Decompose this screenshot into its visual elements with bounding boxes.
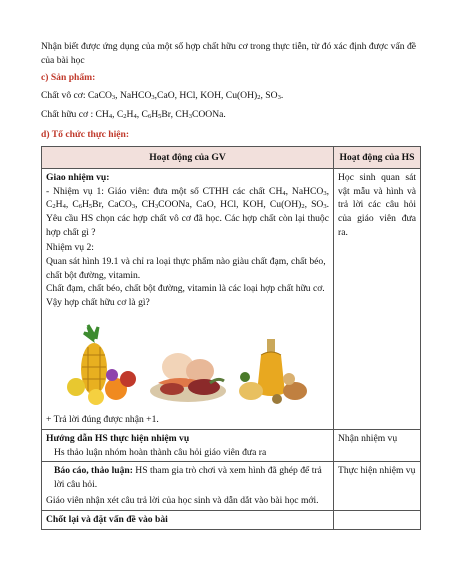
header-hs: Hoạt động của HS [334,146,421,169]
table-row [42,462,421,511]
table-row [42,511,421,530]
task2-text: Quan sát hình 19.1 và chỉ ra loại thực phẩm nào giàu chất đạm, chất béo, chất bột đường, vitamin. [46,255,326,281]
report-text-2: Giáo viên nhận xét câu trả lời của học sinh và dẫn dắt vào bài học mới. [46,495,319,507]
task2-question: Chất đạm, chất béo, chất bột đường, vitamin là các loại hợp chất hữu cơ. Vậy hợp chất hữu cơ là gì? [46,283,325,308]
organic-line: Chất hữu cơ : $CH_4$, $C_2H_4$, $C_6H_5Br$, $CH_3COONa$. [41,109,226,121]
hs-cell-conclusion [334,511,421,530]
guide-title: Hướng dẫn HS thực hiện nhiệm vụ [46,432,190,444]
table-row [42,429,421,461]
document-page [41,40,416,530]
section-d-heading: d) Tổ chức thực hiện: [41,129,130,141]
task-title: Giao nhiệm vụ: [46,172,110,184]
section-c-heading: c) Sản phẩm: [41,72,96,84]
table-header-row [42,146,421,169]
oils-nuts-icon [237,333,309,405]
report-text: Báo cáo, thảo luận: HS tham gia trò chơi và xem hình đã ghép để trả lời câu hỏi. [54,465,322,490]
inorganic-line: Chất vô cơ: CaCO$_3$, NaHCO$_3$,CaO, HCl, KOH, $Cu(OH)_2$, $SO_3$. [41,89,284,101]
meat-fish-icon [148,343,228,405]
gv-cell-guide [42,429,334,461]
activity-table [41,146,421,530]
hs-cell-task: Học sinh quan sát vật mẫu và hình và trả lời các câu hỏi của giáo viên đưa ra. [334,169,421,430]
hs-cell-guide: Nhận nhiệm vụ [334,429,421,461]
table-row [42,169,421,430]
task2-title: Nhiệm vụ 2: [46,242,94,254]
food-images [46,317,329,405]
intro-text: Nhận biết được ứng dụng của một số hợp chất hữu cơ trong thực tiễn, từ đó xác định được vấn đề của bài học [41,41,416,66]
header-gv: Hoạt động của GV [42,146,334,169]
gv-cell-report [42,462,334,511]
gv-cell-conclusion: Chốt lại và đặt vấn đề vào bài [42,511,334,530]
gv-cell-task [42,169,334,430]
task1-text: - Nhiệm vụ 1: Giáo viên: đưa một số CTHH các chất $CH_4$, NaHCO$_3$, $C_2H_4$, $C_6H_5Br$, CaCO$_3$, $CH_3COONa$, CaO, HCl, KOH, $Cu(OH)_2$, $SO_3$. Yêu cầu HS chọn các hợp chất vô cơ đã học. Các hợp chất còn lại thuộc hợp chất gì ? [46,185,330,238]
hs-cell-report: Thực hiện nhiệm vụ [334,462,421,511]
guide-text: Hs thảo luận nhóm hoàn thành câu hỏi giáo viên đưa ra [54,446,267,458]
fruits-icon [66,323,138,405]
answer-note: + Trả lời đúng được nhận +1. [46,414,159,426]
